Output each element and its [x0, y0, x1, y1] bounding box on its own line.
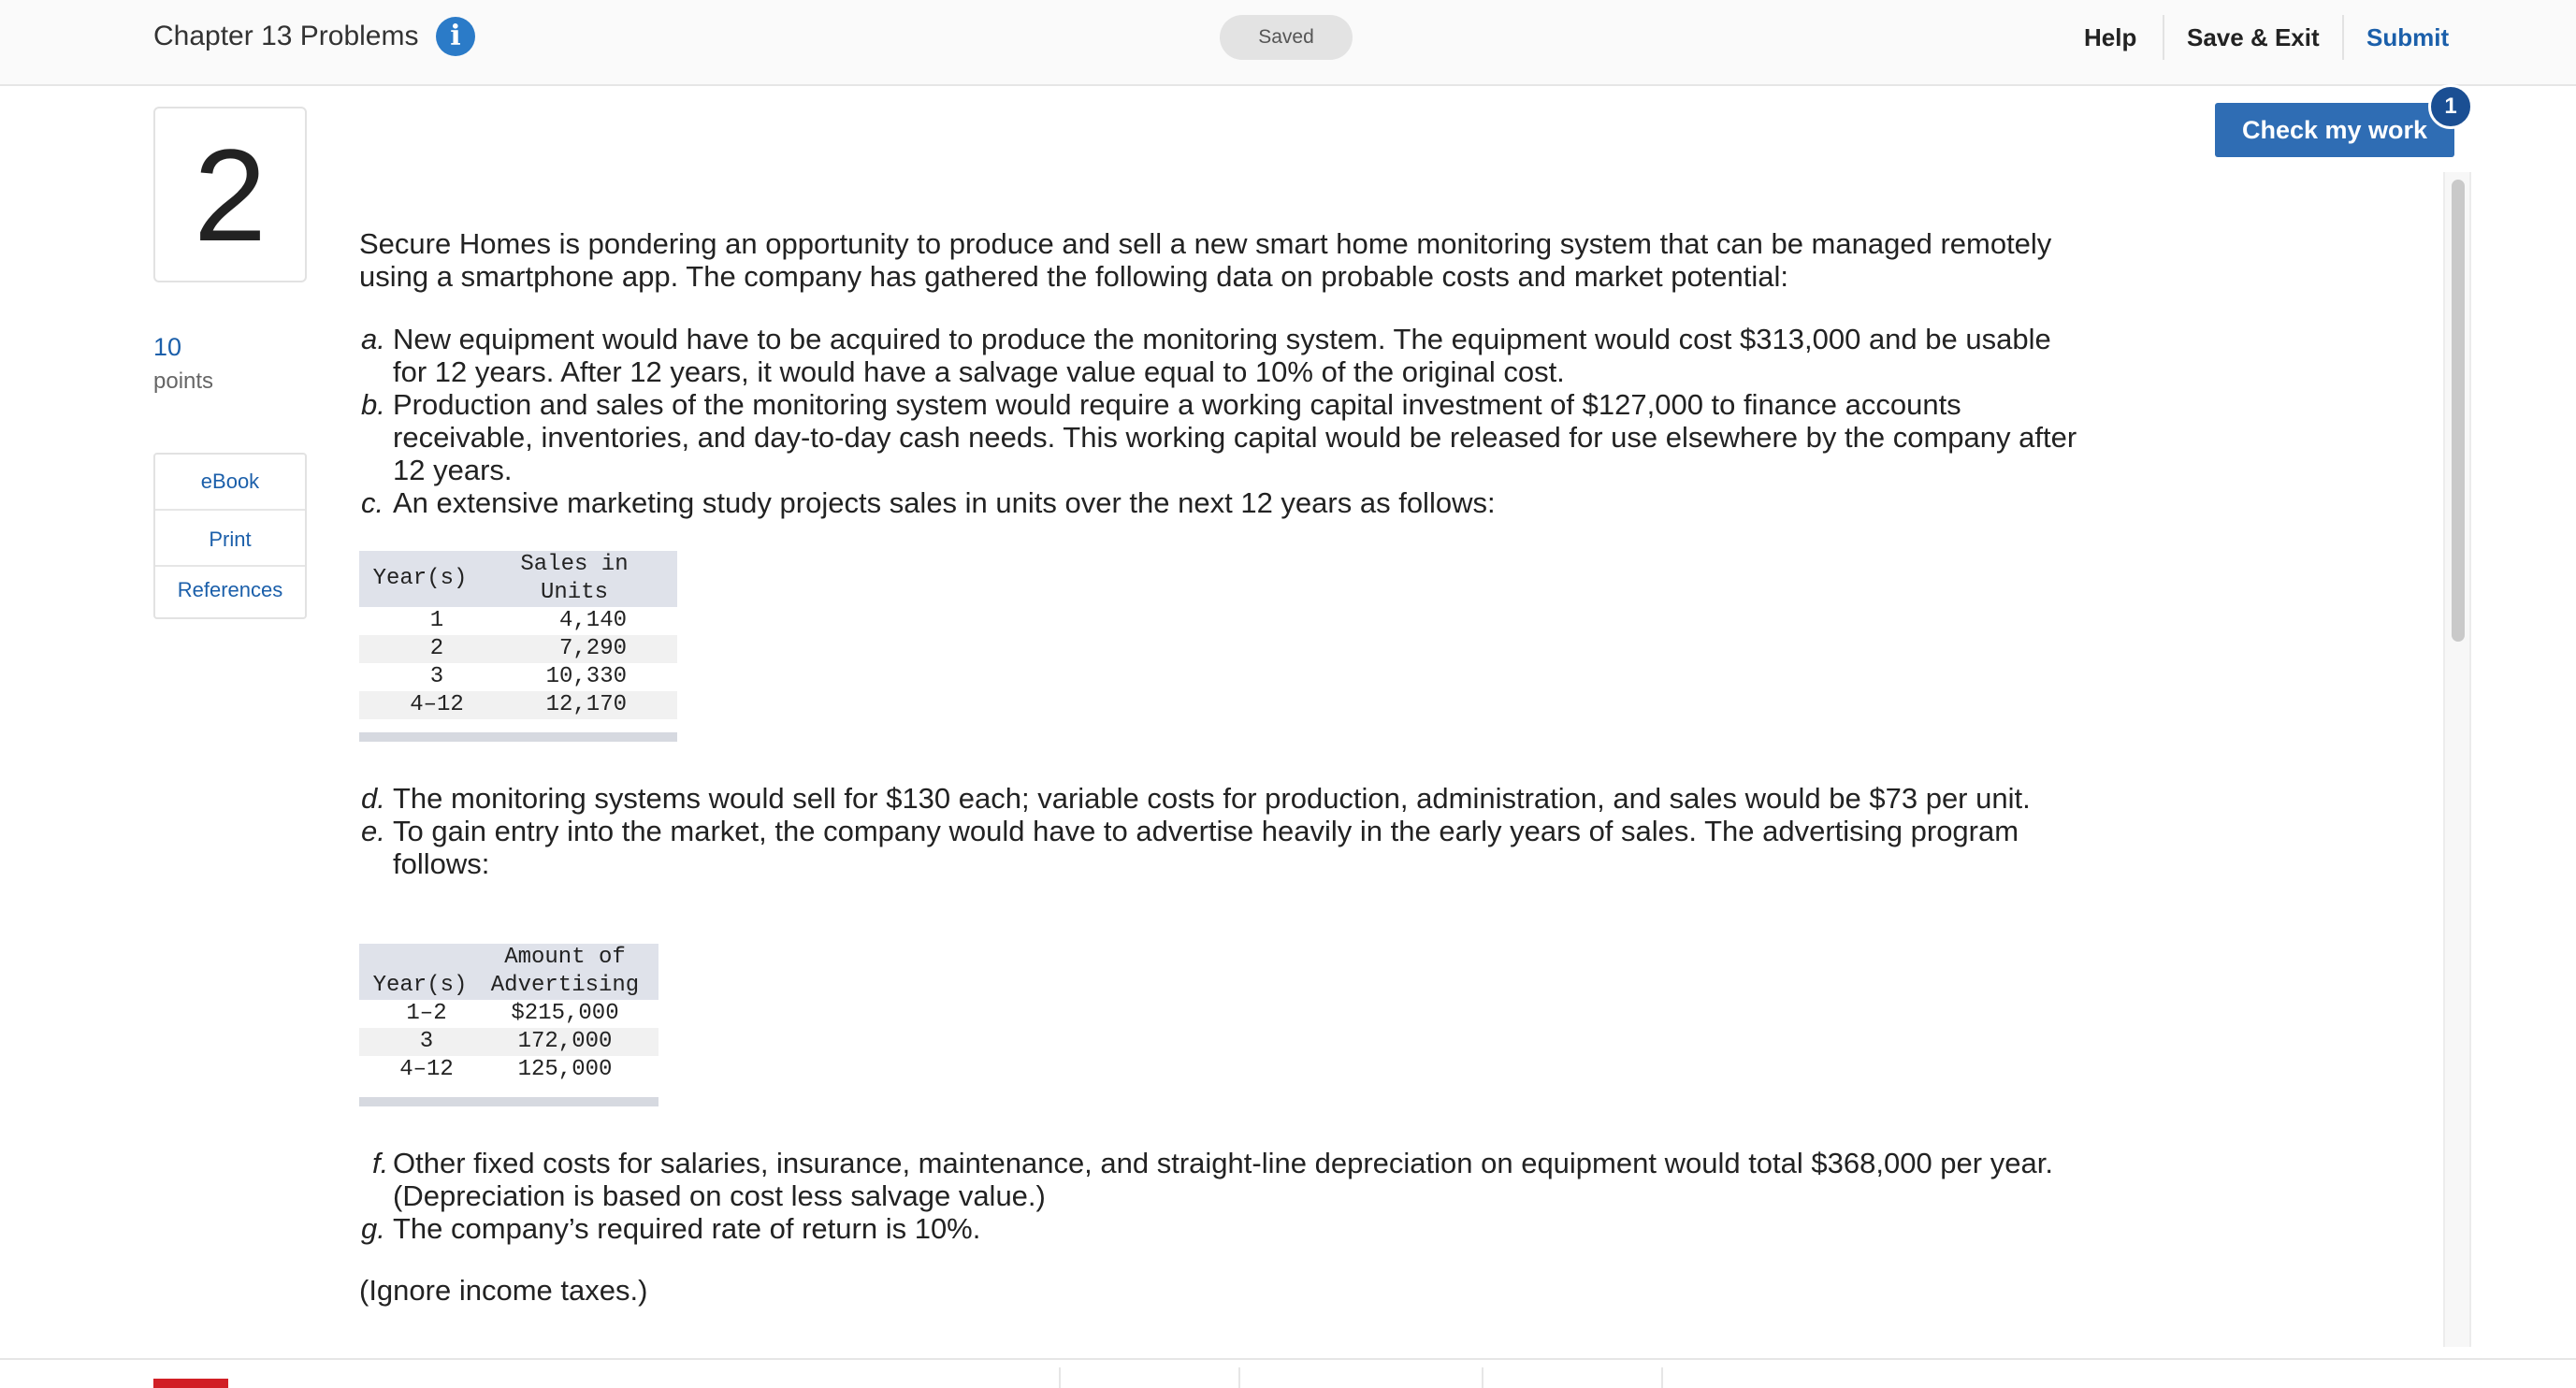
table-row [359, 663, 677, 691]
check-my-work-button[interactable]: Check my work [2215, 103, 2454, 157]
ignore-taxes-note: (Ignore income taxes.) [359, 1274, 648, 1307]
item-b-label: b. [361, 388, 385, 421]
resource-menu [153, 453, 307, 619]
item-f-line-2: (Depreciation is based on cost less salvage value.) [393, 1179, 1046, 1212]
scrollbar-thumb[interactable] [2452, 180, 2465, 642]
item-c-line-1: An extensive marketing study projects sales in units over the next 12 years as follows: [393, 486, 1496, 519]
menu-divider [155, 565, 305, 567]
table-row [359, 1056, 658, 1084]
table-header [359, 551, 677, 607]
item-a-line-2: for 12 years. After 12 years, it would have a salvage value equal to 10% of the original cost. [393, 355, 1565, 388]
ebook-link[interactable]: eBook [200, 470, 260, 493]
bottom-divider [1238, 1367, 1240, 1388]
references-link[interactable]: References [177, 578, 283, 601]
item-d-label: d. [361, 782, 385, 815]
table-row [359, 691, 677, 719]
table-footer-bar [359, 732, 677, 742]
item-b-line-3: 12 years. [393, 454, 513, 486]
bottom-bar-border [0, 1358, 2576, 1360]
table-row [359, 635, 677, 663]
item-b-line-2: receivable, inventories, and day-to-day cash needs. This working capital would be released for use elsewhere by the company after [393, 421, 2077, 454]
bottom-divider [1661, 1367, 1663, 1388]
item-f-label: f. [372, 1147, 389, 1179]
points-label: points [153, 369, 214, 394]
bottom-divider [1482, 1367, 1483, 1388]
col-advertising-header-line-1: Amount of [504, 945, 626, 970]
advertising-cell: $215,000 [511, 1001, 619, 1026]
header-divider [2163, 15, 2164, 60]
year-cell: 1 [429, 608, 444, 633]
chapter-title: Chapter 13 Problems [153, 21, 419, 51]
item-b-line-1: Production and sales of the monitoring system would require a working capital investment of $127,000 to finance accounts [393, 388, 1961, 421]
item-g-label: g. [361, 1212, 385, 1245]
table-row [359, 1000, 658, 1028]
header-divider [2342, 15, 2344, 60]
item-a-line-1: New equipment would have to be acquired to produce the monitoring system. The equipment would cost $313,000 and be usable [393, 323, 2051, 355]
sales-units-table [359, 551, 677, 742]
publisher-logo [153, 1379, 228, 1388]
sales-cell: 7,290 [558, 636, 627, 661]
year-cell: 1–2 [406, 1001, 447, 1026]
item-e-label: e. [361, 815, 385, 847]
item-a-label: a. [361, 323, 385, 355]
table-footer-bar [359, 1097, 658, 1106]
year-cell: 4–12 [399, 1057, 454, 1082]
advertising-cell: 172,000 [517, 1029, 613, 1054]
year-cell: 3 [429, 664, 444, 689]
col-sales-header-line-2: Units [540, 580, 608, 605]
submit-link[interactable]: Submit [2366, 23, 2450, 51]
advertising-cell: 125,000 [517, 1057, 613, 1082]
question-number: 2 [194, 122, 267, 268]
help-link[interactable]: Help [2084, 23, 2137, 51]
menu-divider [155, 509, 305, 511]
check-attempts-badge: 1 [2428, 84, 2473, 129]
item-d-line-1: The monitoring systems would sell for $130 each; variable costs for production, administration, and sales would be $73 per unit. [393, 782, 2031, 815]
table-header [359, 944, 658, 1000]
year-cell: 4–12 [410, 692, 464, 717]
item-e-line-2: follows: [393, 847, 490, 880]
sales-cell: 10,330 [545, 664, 627, 689]
sales-cell: 12,170 [545, 692, 627, 717]
top-header [0, 0, 2576, 86]
col-year-header: Year(s) [372, 566, 468, 591]
question-number-box [153, 107, 307, 282]
table-row [359, 1028, 658, 1056]
year-cell: 2 [429, 636, 444, 661]
col-advertising-header-line-2: Advertising [490, 973, 640, 998]
points-value: 10 [153, 333, 182, 361]
bottom-divider [1059, 1367, 1061, 1388]
print-link[interactable]: Print [209, 528, 252, 551]
table-row [359, 607, 677, 635]
info-icon[interactable]: i [436, 17, 475, 56]
item-g-line-1: The company’s required rate of return is 10%. [393, 1212, 981, 1245]
saved-status-badge: Saved [1220, 15, 1353, 60]
intro-line-2: using a smartphone app. The company has gathered the following data on probable costs and market potential: [359, 260, 1789, 293]
year-cell: 3 [419, 1029, 434, 1054]
item-e-line-1: To gain entry into the market, the company would have to advertise heavily in the early years of sales. The advertising program [393, 815, 2019, 847]
col-year-header: Year(s) [372, 973, 468, 998]
item-c-label: c. [361, 486, 384, 519]
col-sales-header-line-1: Sales in [520, 552, 629, 577]
save-exit-link[interactable]: Save & Exit [2187, 23, 2320, 51]
item-f-line-1: Other fixed costs for salaries, insurance, maintenance, and straight-line depreciation on equipment would total $368,000 per year. [393, 1147, 2053, 1179]
sales-cell: 4,140 [558, 608, 627, 633]
intro-line-1: Secure Homes is pondering an opportunity to produce and sell a new smart home monitoring system that can be managed remotely [359, 227, 2052, 260]
advertising-table [359, 944, 658, 1106]
